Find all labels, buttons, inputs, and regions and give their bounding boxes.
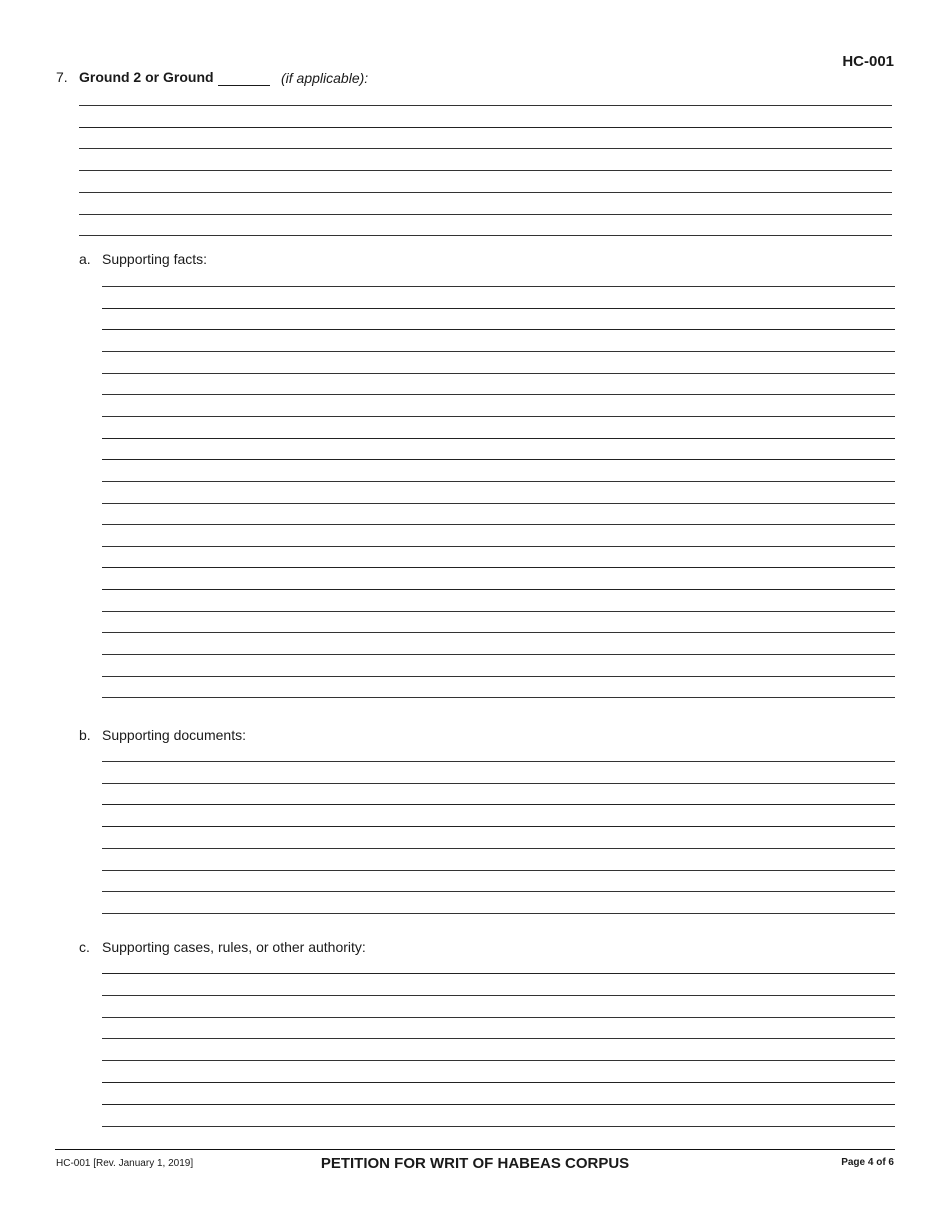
writing-line[interactable] bbox=[102, 438, 895, 439]
writing-line[interactable] bbox=[102, 524, 895, 525]
writing-line[interactable] bbox=[79, 235, 892, 236]
writing-line[interactable] bbox=[102, 373, 895, 374]
question-applicable-note: (if applicable): bbox=[281, 70, 369, 86]
writing-line[interactable] bbox=[102, 826, 895, 827]
writing-line[interactable] bbox=[102, 1082, 895, 1083]
writing-line[interactable] bbox=[102, 891, 895, 892]
writing-line[interactable] bbox=[79, 170, 892, 171]
writing-line[interactable] bbox=[102, 1060, 895, 1061]
writing-line[interactable] bbox=[102, 503, 895, 504]
writing-line[interactable] bbox=[102, 459, 895, 460]
section-b-label: Supporting documents: bbox=[102, 727, 246, 743]
writing-line[interactable] bbox=[102, 1038, 895, 1039]
footer-revision: HC-001 [Rev. January 1, 2019] bbox=[56, 1158, 194, 1169]
writing-line[interactable] bbox=[102, 654, 895, 655]
ground-number-blank[interactable] bbox=[218, 85, 270, 86]
writing-line[interactable] bbox=[102, 1104, 895, 1105]
writing-line[interactable] bbox=[102, 783, 895, 784]
writing-line[interactable] bbox=[102, 286, 895, 287]
question-number: 7. bbox=[56, 69, 68, 85]
writing-line[interactable] bbox=[102, 589, 895, 590]
section-c-letter: c. bbox=[79, 939, 90, 955]
writing-line[interactable] bbox=[102, 481, 895, 482]
writing-line[interactable] bbox=[102, 676, 895, 677]
writing-line[interactable] bbox=[102, 567, 895, 568]
writing-line[interactable] bbox=[102, 611, 895, 612]
writing-line[interactable] bbox=[102, 804, 895, 805]
writing-line[interactable] bbox=[102, 546, 895, 547]
footer-page-number: Page 4 of 6 bbox=[841, 1157, 894, 1168]
writing-line[interactable] bbox=[102, 761, 895, 762]
footer-title: PETITION FOR WRIT OF HABEAS CORPUS bbox=[320, 1155, 630, 1172]
writing-line[interactable] bbox=[102, 632, 895, 633]
writing-line[interactable] bbox=[79, 148, 892, 149]
writing-line[interactable] bbox=[102, 351, 895, 352]
form-id: HC-001 bbox=[842, 53, 894, 70]
section-a-letter: a. bbox=[79, 251, 91, 267]
writing-line[interactable] bbox=[102, 1126, 895, 1127]
section-a-label: Supporting facts: bbox=[102, 251, 208, 267]
writing-line[interactable] bbox=[79, 127, 892, 128]
writing-line[interactable] bbox=[102, 848, 895, 849]
writing-line[interactable] bbox=[79, 105, 892, 106]
writing-line[interactable] bbox=[102, 1017, 895, 1018]
writing-line[interactable] bbox=[102, 995, 895, 996]
section-b-letter: b. bbox=[79, 727, 91, 743]
writing-line[interactable] bbox=[79, 192, 892, 193]
writing-line[interactable] bbox=[79, 214, 892, 215]
writing-line[interactable] bbox=[102, 870, 895, 871]
question-title: Ground 2 or Ground bbox=[79, 69, 214, 85]
writing-line[interactable] bbox=[102, 697, 895, 698]
section-c-label: Supporting cases, rules, or other authority: bbox=[102, 939, 366, 955]
writing-line[interactable] bbox=[102, 329, 895, 330]
footer-divider bbox=[55, 1149, 895, 1150]
writing-line[interactable] bbox=[102, 308, 895, 309]
writing-line[interactable] bbox=[102, 973, 895, 974]
writing-line[interactable] bbox=[102, 394, 895, 395]
writing-line[interactable] bbox=[102, 913, 895, 914]
writing-line[interactable] bbox=[102, 416, 895, 417]
